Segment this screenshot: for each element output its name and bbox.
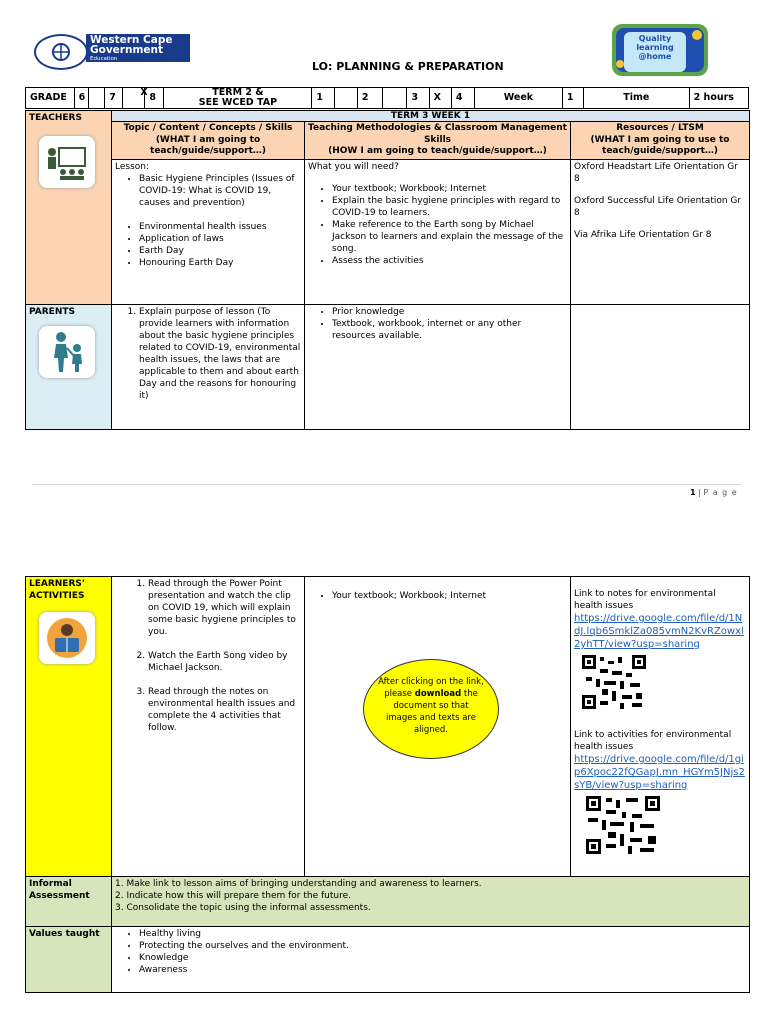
list-item: • Assess the activities — [332, 255, 567, 267]
lesson-cell — [112, 159, 305, 304]
week-value: 1 — [562, 88, 583, 109]
list-item: • Earth Day — [139, 245, 301, 257]
list-item: • Basic Hygiene Principles (Issues of COVID-19: What is COVID 19, causes and prevention) — [139, 173, 301, 209]
teachers-table — [25, 110, 750, 430]
link2-label: Link to activities for environmental health issues — [574, 730, 732, 752]
grade-label: GRADE — [26, 88, 75, 109]
values-cell — [112, 927, 750, 993]
list-item: 1. Read through the Power Point presentation and watch the clip on COVID 19, which will explain some basic hygiene principles to you. — [148, 578, 301, 638]
parents-cell — [26, 304, 112, 429]
week-3: 3 — [407, 88, 429, 109]
list-item: • Healthy living — [139, 928, 746, 940]
list-item: 2. Indicate how this will prepare them for the future. — [115, 891, 351, 901]
teachers-cell — [26, 111, 112, 305]
informal-cell — [112, 877, 750, 927]
link1-label: Link to notes for environmental health issues — [574, 589, 716, 611]
list-item: • Honouring Earth Day — [139, 257, 301, 269]
list-item: 2. Watch the Earth Song video by Michael Jackson. — [148, 650, 301, 674]
gov-name: Western Cape Government — [90, 34, 173, 56]
learner-needs-cell — [305, 577, 571, 877]
resource-item: Via Afrika Life Orientation Gr 8 — [574, 229, 712, 240]
list-item: 3. Read through the notes on environmental health issues and complete the 4 activities that follow. — [148, 686, 301, 734]
footer-divider — [32, 484, 742, 485]
parents-methods-cell — [305, 304, 571, 429]
notes-link[interactable]: https://drive.google.com/file/d/1NdJ.lqb6SmklZa085vmN2KvRZowxl2yhTT/view?usp=sharing — [574, 613, 744, 650]
col2-header: Teaching Methodologies & Classroom Management Skills (HOW I am going to teach/guide/support…) — [305, 122, 571, 160]
quality-learning-logo: Quality learning @home — [612, 24, 708, 76]
week-x: X — [429, 88, 451, 109]
week-2: 2 — [357, 88, 382, 109]
gov-dept: Education — [90, 56, 118, 62]
list-item: • Explain the basic hygiene principles with regard to COVID-19 to learners. — [332, 195, 567, 219]
col3-header: Resources / LTSM (WHAT I am going to use to teach/guide/support…) — [571, 122, 750, 160]
learners-table — [25, 576, 750, 993]
wcg-logo — [32, 32, 192, 70]
col1-header: Topic / Content / Concepts / Skills (WHAT I am going to teach/guide/support…) — [112, 122, 305, 160]
grade-row — [26, 88, 749, 109]
list-item: 3. Consolidate the topic using the informal assessments. — [115, 903, 371, 913]
reading-student-icon — [39, 612, 95, 664]
time-label: Time — [583, 88, 689, 109]
teacher-icon — [39, 136, 95, 188]
list-item: • Knowledge — [139, 952, 746, 964]
week-label: Week — [475, 88, 563, 109]
resource-item: Oxford Headstart Life Orientation Gr 8 — [574, 161, 738, 184]
list-item: • Textbook, workbook, internet or any other resources available. — [332, 318, 567, 342]
lesson-label: Lesson: — [115, 161, 150, 172]
values-label: Values taught — [26, 927, 112, 993]
list-item: • Make reference to the Earth song by Michael Jackson to learners and explain the message of the song. — [332, 219, 567, 255]
resource-item: Oxford Successful Life Orientation Gr 8 — [574, 195, 742, 218]
teachers-label: TEACHERS — [29, 113, 82, 123]
parent-child-icon — [39, 326, 95, 378]
parents-resources-cell — [571, 304, 750, 429]
week-1: 1 — [312, 88, 334, 109]
week-4: 4 — [451, 88, 474, 109]
list-item: • Prior knowledge — [332, 306, 567, 318]
page-number: 1 | P a g e — [690, 488, 738, 497]
learner-steps-cell — [112, 577, 305, 877]
list-item: • Your textbook; Workbook; Internet — [332, 590, 567, 602]
qr-code-1 — [582, 655, 646, 709]
parents-purpose-cell — [112, 304, 305, 429]
methods-cell — [305, 159, 571, 304]
term-cell: X TERM 2 & SEE WCED TAP — [164, 88, 312, 109]
grade-8: 8 — [145, 88, 164, 109]
list-item: • Application of laws — [139, 233, 301, 245]
grade-7: 7 — [105, 88, 123, 109]
list-item: • Environmental health issues — [139, 221, 301, 233]
resources-cell — [571, 159, 750, 304]
list-item: 1. Make link to lesson aims of bringing understanding and awareness to learners. — [115, 879, 482, 889]
time-value: 2 hours — [689, 88, 748, 109]
methods-intro: What you will need? — [308, 161, 399, 172]
page-title: LO: PLANNING & PREPARATION — [312, 60, 504, 73]
list-item: • Your textbook; Workbook; Internet — [332, 183, 567, 195]
grade-6: 6 — [74, 88, 89, 109]
learners-cell — [26, 577, 112, 877]
activities-link[interactable]: https://drive.google.com/file/d/1gip6Xpoc22fQGapJ.mn_HGYm5JNjs2sYB/view?usp=sharing — [574, 754, 745, 791]
list-item: • Protecting the ourselves and the environment. — [139, 940, 746, 952]
list-item: 1. Explain purpose of lesson (To provide learners with information about the basic hygiene principles related to COVID-19, environmental health issues, the laws that are applicable to them and about earth Day and the reasons for honouring it) — [139, 306, 301, 402]
planning-table — [25, 87, 749, 109]
learners-label: LEARNERS' ACTIVITIES — [29, 579, 85, 601]
learner-links-cell — [571, 577, 750, 877]
parents-label: PARENTS — [29, 306, 75, 317]
term-week: TERM 3 WEEK 1 — [112, 111, 750, 122]
coat-of-arms-icon — [34, 34, 88, 70]
list-item: • Awareness — [139, 964, 746, 976]
download-callout: After clicking on the link, please download the document so that images and texts are aligned. — [363, 659, 499, 759]
informal-label: Informal Assessment — [26, 877, 112, 927]
qr-code-2 — [586, 796, 660, 854]
